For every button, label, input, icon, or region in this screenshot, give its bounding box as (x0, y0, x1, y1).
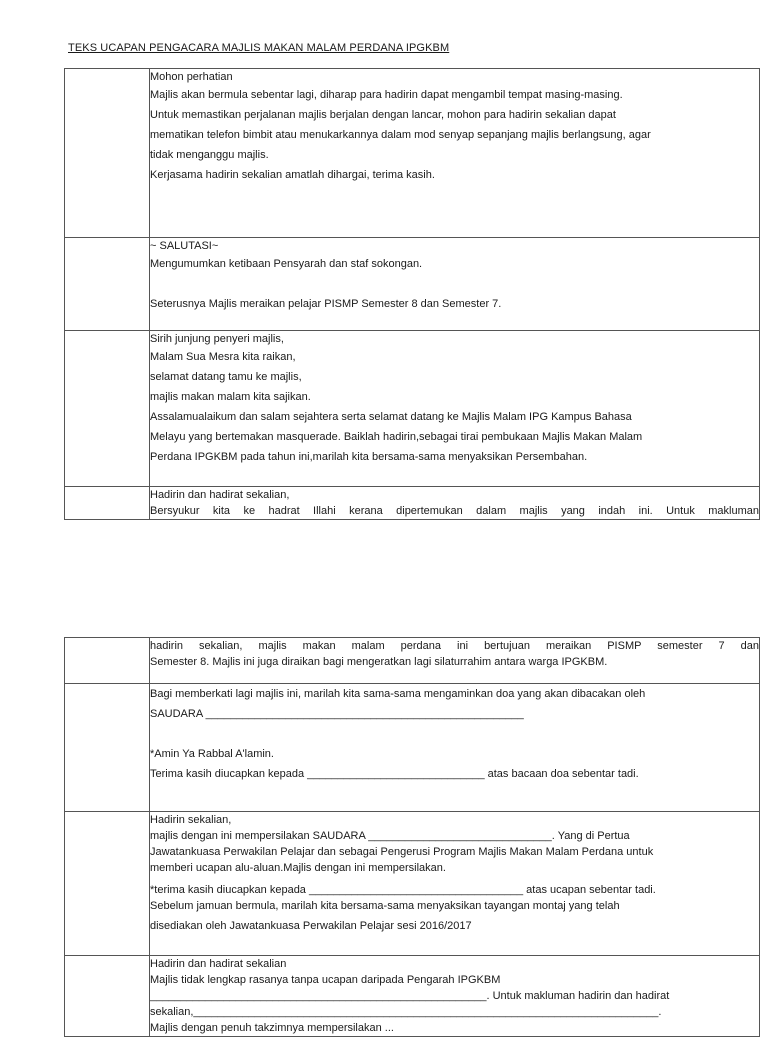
pantun-cell (150, 331, 760, 487)
text-line: tidak menganggu majlis. (150, 149, 269, 161)
cue-cell (65, 684, 150, 812)
cue-cell (65, 487, 150, 520)
text-line: hadirin sekalian, majlis makan malam perdana ini bertujuan meraikan PISMP semester 7 dan (150, 640, 759, 652)
cue-cell (65, 638, 150, 684)
text-line: Jawatankuasa Perwakilan Pelajar dan sebagai Pengerusi Program Majlis Makan Malam Perdana untuk (150, 846, 654, 858)
salutation-cell (150, 238, 760, 331)
text-line: Hadirin dan hadirat sekalian, (150, 489, 290, 501)
text-line: Bersyukur kita ke hadrat Illahi kerana dipertemukan dalam majlis yang indah ini. Untuk makluman (150, 505, 759, 517)
cue-cell (65, 238, 150, 331)
pantun-line: Sirih junjung penyeri majlis, (150, 333, 284, 345)
table-row (65, 812, 760, 956)
text-line: Majlis tidak lengkap rasanya tanpa ucapan daripada Pengarah IPGKBM (150, 974, 501, 986)
pantun-line: majlis makan malam kita sajikan. (150, 391, 311, 403)
text-line: Perdana IPGKBM pada tahun ini,marilah kita bersama-sama menyaksikan Persembahan. (150, 451, 588, 463)
table-row (65, 487, 760, 520)
text-line: Majlis dengan penuh takzimnya mempersilakan ... (150, 1022, 394, 1034)
text-line: Bagi memberkati lagi majlis ini, marilah kita sama-sama mengaminkan doa yang akan dibacakan oleh (150, 688, 646, 700)
text-line: sekalian,____________________________________________________________________________. (150, 1006, 662, 1018)
text-line: Mohon perhatian (150, 71, 233, 83)
spacer (150, 274, 759, 294)
text-line: disediakan oleh Jawatankuasa Perwakilan Pelajar sesi 2016/2017 (150, 920, 472, 932)
announcement-cell (150, 69, 760, 238)
text-line: _______________________________________________________. Untuk makluman hadirin dan hadirat (150, 990, 670, 1002)
table-row (65, 638, 760, 684)
cue-cell (65, 956, 150, 1037)
greeting-cell (150, 487, 760, 520)
cue-cell (65, 331, 150, 487)
table-row (65, 69, 760, 238)
text-line: Terima kasih diucapkan kepada _____________________________ atas bacaan doa sebentar tadi. (150, 768, 639, 780)
text-line: Melayu yang bertemakan masquerade. Baiklah hadirin,sebagai tirai pembukaan Majlis Makan Malam (150, 431, 643, 443)
table-row (65, 331, 760, 487)
text-line: *terima kasih diucapkan kepada ___________________________________ atas ucapan sebentar tadi. (150, 884, 656, 896)
script-table-page-2 (64, 637, 760, 1037)
document-title: TEKS UCAPAN PENGACARA MAJLIS MAKAN MALAM PERDANA IPGKBM (68, 42, 450, 54)
text-line: Kerjasama hadirin sekalian amatlah dihargai, terima kasih. (150, 169, 435, 181)
text-line: memberi ucapan alu-aluan.Majlis dengan ini mempersilakan. (150, 862, 446, 874)
text-line: SAUDARA ____________________________________________________ (150, 708, 524, 720)
text-line: *Amin Ya Rabbal A'lamin. (150, 748, 274, 760)
pantun-line: selamat datang tamu ke majlis, (150, 371, 302, 383)
table-row (65, 684, 760, 812)
cue-cell (65, 69, 150, 238)
text-line: Hadirin dan hadirat sekalian (150, 958, 287, 970)
text-line: majlis dengan ini mempersilakan SAUDARA ______________________________. Yang di Pertua (150, 830, 630, 842)
text-line: Untuk memastikan perjalanan majlis berjalan dengan lancar, mohon para hadirin sekalian dapat (150, 109, 616, 121)
script-table-page-1 (64, 68, 760, 520)
spacer (150, 724, 759, 744)
text-line: Mengumumkan ketibaan Pensyarah dan staf sokongan. (150, 258, 423, 270)
text-line: Majlis akan bermula sebentar lagi, diharap para hadirin dapat mengambil tempat masing-masing. (150, 89, 623, 101)
purpose-cell (150, 638, 760, 684)
doa-cell (150, 684, 760, 812)
pantun-line: Malam Sua Mesra kita raikan, (150, 351, 296, 363)
welcome-speech-cell (150, 812, 760, 956)
text-line: Seterusnya Majlis meraikan pelajar PISMP Semester 8 dan Semester 7. (150, 298, 502, 310)
text-line: Hadirin sekalian, (150, 814, 232, 826)
text-line: Sebelum jamuan bermula, marilah kita bersama-sama menyaksikan tayangan montaj yang telah (150, 900, 620, 912)
text-line: Assalamualaikum dan salam sejahtera serta selamat datang ke Majlis Malam IPG Kampus Bahasa (150, 411, 632, 423)
director-speech-cell (150, 956, 760, 1037)
table-row (65, 956, 760, 1037)
cue-cell (65, 812, 150, 956)
text-line: Semester 8. Majlis ini juga diraikan bagi mengeratkan lagi silaturrahim antara warga IPGKBM. (150, 656, 608, 668)
text-line: mematikan telefon bimbit atau menukarkannya dalam mod senyap sepanjang majlis berlangsung, agar (150, 129, 651, 141)
table-row (65, 238, 760, 331)
salutation-heading: ~ SALUTASI~ (150, 240, 219, 252)
